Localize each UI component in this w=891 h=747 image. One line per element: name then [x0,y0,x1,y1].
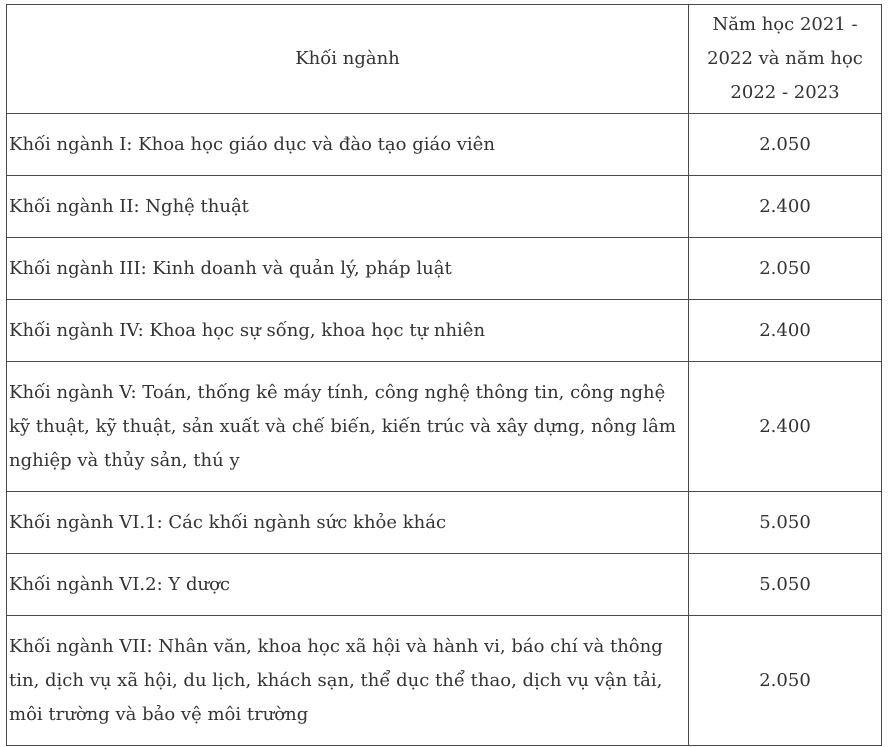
field-group-name: Khối ngành V: Toán, thống kê máy tính, công nghệ thông tin, công nghệ kỹ thuật, kỹ thuật, sản xuất và chế biến, kiến trúc và xây dựng, nông lâm nghiệp và thủy sản, thú y [7,362,689,492]
table-row [7,114,882,176]
field-group-name: Khối ngành VI.2: Y dược [7,554,689,616]
field-group-name: Khối ngành IV: Khoa học sự sống, khoa học tự nhiên [7,300,689,362]
tuition-value: 5.050 [689,492,882,554]
table-row [7,616,882,746]
field-group-name: Khối ngành VI.1: Các khối ngành sức khỏe khác [7,492,689,554]
tuition-value: 2.050 [689,114,882,176]
tuition-value: 2.400 [689,362,882,492]
field-group-name: Khối ngành III: Kinh doanh và quản lý, pháp luật [7,238,689,300]
field-group-name: Khối ngành I: Khoa học giáo dục và đào tạo giáo viên [7,114,689,176]
tuition-value: 2.400 [689,300,882,362]
tuition-value: 2.050 [689,616,882,746]
table-row [7,554,882,616]
tuition-value: 2.400 [689,176,882,238]
field-group-name: Khối ngành VII: Nhân văn, khoa học xã hội và hành vi, báo chí và thông tin, dịch vụ xã hội, du lịch, khách sạn, thể dục thể thao, dịch vụ vận tải, môi trường và bảo vệ môi trường [7,616,689,746]
table-row [7,176,882,238]
tuition-table-container [6,4,882,746]
field-group-name: Khối ngành II: Nghệ thuật [7,176,689,238]
tuition-value: 5.050 [689,554,882,616]
tuition-value: 2.050 [689,238,882,300]
table-row [7,492,882,554]
header-field-group: Khối ngành [7,5,689,114]
table-row [7,362,882,492]
table-header-row [7,5,882,114]
table-row [7,238,882,300]
table-row [7,300,882,362]
tuition-table [6,4,882,746]
header-school-years: Năm học 2021 - 2022 và năm học 2022 - 2023 [689,5,882,114]
